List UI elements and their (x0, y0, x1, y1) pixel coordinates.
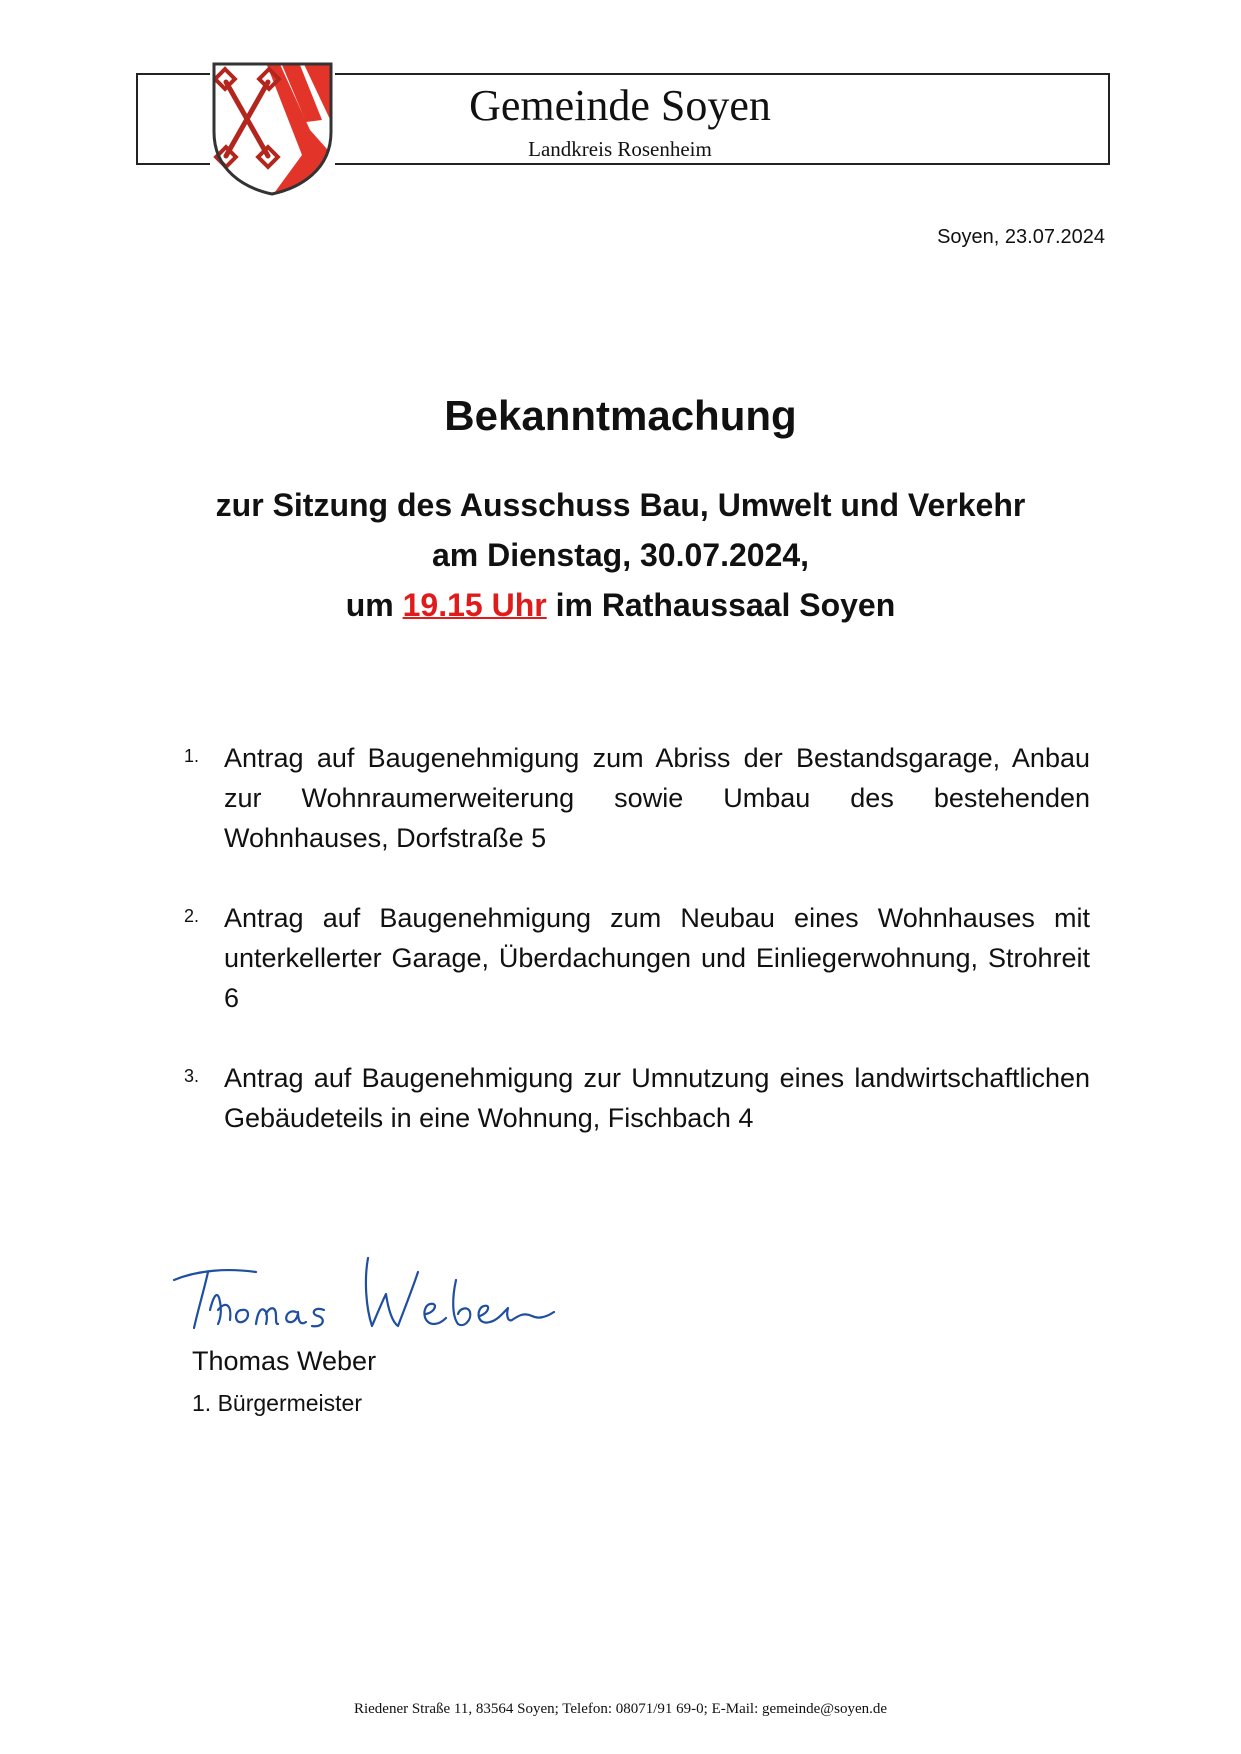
meeting-line-3 (0, 587, 1241, 624)
agenda-item (184, 738, 1090, 858)
agenda-number: 3. (184, 1066, 200, 1086)
agenda-list (184, 738, 1090, 1178)
agenda-number: 2. (184, 906, 200, 926)
document-title: Bekanntmachung (444, 392, 797, 439)
agenda-number: 1. (184, 746, 200, 766)
agenda-text: Antrag auf Baugenehmigung zum Abriss der Bestandsgarage, Anbau zur Wohnraumerweiterung sowie Umbau des bestehenden Wohnhauses, Dorfstraße 5 (224, 743, 1090, 853)
footer-contact: Riedener Straße 11, 83564 Soyen; Telefon: 08071/91 69-0; E-Mail: gemeinde@soyen.de (353, 1701, 888, 1717)
agenda-text: Antrag auf Baugenehmigung zur Umnutzung eines landwirtschaftlichen Gebäudeteils in eine Wohnung, Fischbach 4 (224, 1063, 1090, 1133)
meeting-location: im Rathaussaal Soyen (555, 587, 896, 623)
coat-of-arms-icon (210, 60, 335, 196)
town-name: Gemeinde Soyen (469, 81, 771, 130)
meeting-prefix: um (345, 587, 394, 623)
document-date: Soyen, 23.07.2024 (937, 226, 1105, 248)
meeting-time: 19.15 Uhr (402, 587, 547, 623)
meeting-line-2: am Dienstag, 30.07.2024, (431, 537, 810, 573)
signer-role: 1. Bürgermeister (192, 1390, 363, 1416)
agenda-item (184, 1058, 1090, 1138)
district-name: Landkreis Rosenheim (528, 137, 712, 161)
meeting-line-1: zur Sitzung des Ausschuss Bau, Umwelt und Verkehr (215, 487, 1026, 523)
signer-name: Thomas Weber (192, 1346, 377, 1376)
agenda-item (184, 898, 1090, 1018)
agenda-text: Antrag auf Baugenehmigung zum Neubau eines Wohnhauses mit unterkellerter Garage, Überdachungen und Einliegerwohnung, Strohreit 6 (224, 903, 1090, 1013)
handwritten-signature (168, 1250, 558, 1345)
